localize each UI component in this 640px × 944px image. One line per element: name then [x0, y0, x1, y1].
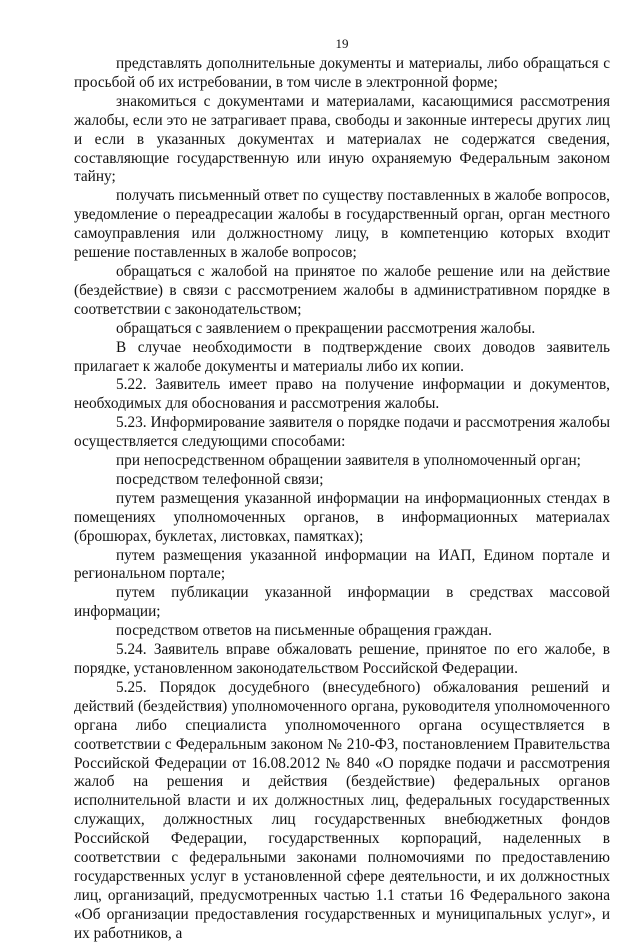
- paragraph: 5.22. Заявитель имеет право на получение информации и документов, необходимых для обоснования и рассмотрения жалобы.: [74, 376, 610, 413]
- paragraph: В случае необходимости в подтверждение своих доводов заявитель прилагает к жалобе документы и материалы либо их копии.: [74, 338, 610, 375]
- paragraph: 5.24. Заявитель вправе обжаловать решение, принятое по его жалобе, в порядке, установленном законодательством Российской Федерации.: [74, 641, 610, 677]
- paragraph: посредством телефонной связи;: [116, 470, 324, 488]
- paragraph: обращаться с заявлением о прекращении рассмотрения жалобы.: [116, 319, 536, 337]
- paragraph: 5.23. Информирование заявителя о порядке подачи и рассмотрения жалобы осуществляется следующими способами:: [74, 414, 610, 451]
- paragraph: посредством ответов на письменные обращения граждан.: [116, 622, 492, 640]
- paragraph: при непосредственном обращении заявителя в уполномоченный орган;: [116, 452, 581, 470]
- paragraph: представлять дополнительные документы и материалы, либо обращаться с просьбой об их истребовании, в том числе в электронной форме;: [74, 55, 610, 91]
- page-number: 19: [335, 36, 349, 51]
- document-page: [74, 0, 610, 942]
- paragraph: получать письменный ответ по существу поставленных в жалобе вопросов, уведомление о переадресации жалобы в государственный орган, орган местного самоуправления или должностному лицу, в компетенцию которых входит решение поставленных в жалобе вопросов;: [74, 187, 610, 262]
- paragraph: путем размещения указанной информации на информационных стендах в помещениях уполномоченных органов, в информационных материалах (брошюрах, буклетах, листовках, памятках);: [74, 489, 610, 545]
- paragraph: путем размещения указанной информации на ИАП, Едином портале и региональном портале;: [74, 546, 610, 583]
- paragraph: знакомиться с документами и материалами, касающимися рассмотрения жалобы, если это не затрагивает права, свободы и законные интересы других лиц и если в указанных документах и материалах не содержатся сведения, составляющие государственную или иную охраняемую Федеральным законом тайну;: [74, 92, 610, 186]
- paragraph: 5.25. Порядок досудебного (внесудебного) обжалования решений и действий (бездействия) уполномоченного органа, руководителя уполномоченного органа либо специалиста уполномоченного органа осуществляется в соответствии с Федеральным законом № 210-ФЗ, постановлением Правительства Российской Федерации от 16.08.2012 № 840 «О порядке подачи и рассмотрения жалоб на решения и действия (бездействие) федеральных органов исполнительной власти и их должностных лиц, федеральных государственных служащих, должностных лиц государственных внебюджетных фондов Российской Федерации, государственных корпораций, наделенных в соответствии с федеральными законами полномочиями по предоставлению государственных услуг в установленной сфере деятельности, и их должностных лиц, организаций, предусмотренных частью 1.1 статьи 16 Федерального закона «Об организации предоставления государственных и муниципальных услуг», и их работников, а: [74, 678, 610, 942]
- paragraph: путем публикации указанной информации в средствах массовой информации;: [74, 584, 610, 621]
- document-body: [74, 55, 610, 944]
- paragraph: обращаться с жалобой на принятое по жалобе решение или на действие (бездействие) в связи с рассмотрением жалобы в административном порядке в соответствии с законодательством;: [74, 262, 610, 318]
